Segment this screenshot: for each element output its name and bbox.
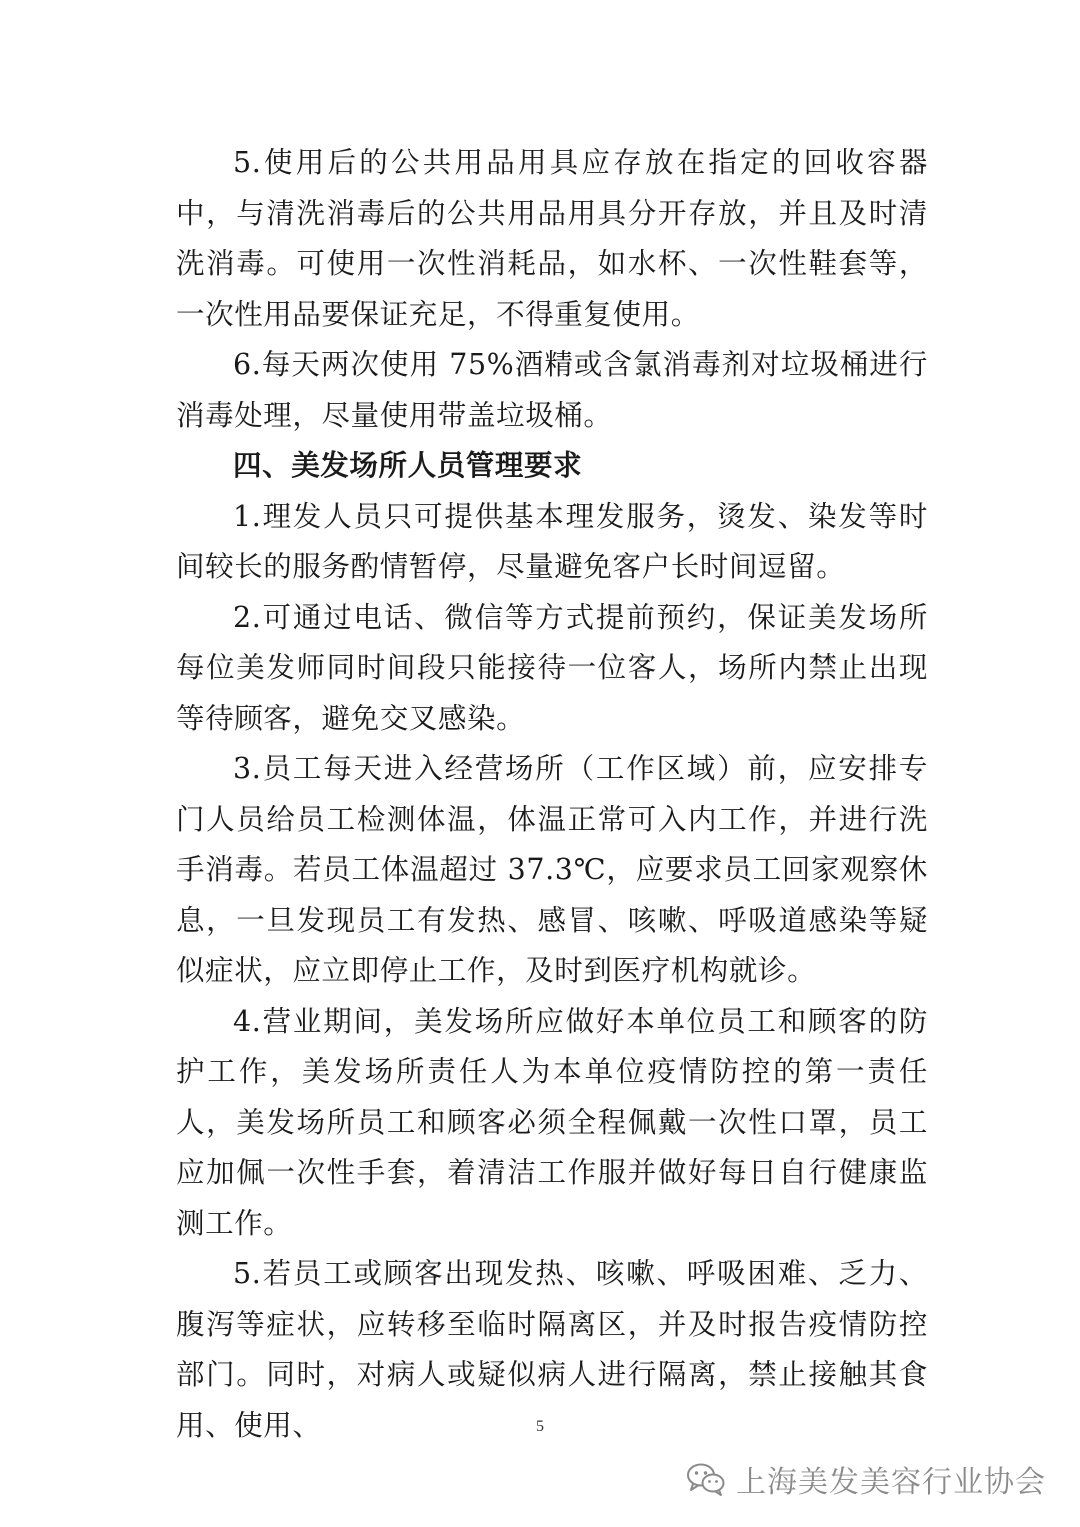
page-number: 5 bbox=[536, 1418, 544, 1435]
paragraph-item-1-basic-service: 1.理发人员只可提供基本理发服务，烫发、染发等时间较长的服务酌情暂停，尽量避免客户长时间逗留。 bbox=[176, 499, 928, 583]
paragraph-item-5-storage: 5.使用后的公共用品用具应存放在指定的回收容器中，与清洗消毒后的公共用品用具分开存放，并且及时清洗消毒。可使用一次性消耗品，如水杯、一次性鞋套等，一次性用品要保证充足，不得重复使用。 bbox=[176, 146, 928, 331]
section-heading-staff-management: 四、美发场所人员管理要求 bbox=[233, 449, 583, 482]
paragraph-item-2-appointment: 2.可通过电话、微信等方式提前预约，保证美发场所每位美发师同时间段只能接待一位客人，场所内禁止出现等待顾客，避免交叉感染。 bbox=[176, 600, 928, 735]
paragraph-item-5-symptoms: 5.若员工或顾客出现发热、咳嗽、呼吸困难、乏力、腹泻等症状，应转移至临时隔离区，并及时报告疫情防控部门。同时，对病人或疑似病人进行隔离，禁止接触其食用、使用、 bbox=[176, 1257, 928, 1442]
watermark-text: 上海美发美容行业协会 bbox=[736, 1465, 1046, 1500]
paragraph-item-3-temperature-check: 3.员工每天进入经营场所（工作区域）前，应安排专门人员给员工检测体温，体温正常可入内工作，并进行洗手消毒。若员工体温超过 37.3℃，应要求员工回家观察休息，一旦发现员工有发热、感冒、咳嗽、呼吸道感染等疑似症状，应立即停止工作，及时到医疗机构就诊。 bbox=[176, 752, 928, 987]
document-body bbox=[176, 138, 928, 1451]
watermark bbox=[686, 1457, 1046, 1501]
paragraph-item-4-protection: 4.营业期间，美发场所应做好本单位员工和顾客的防护工作，美发场所责任人为本单位疫情防控的第一责任人，美发场所员工和顾客必须全程佩戴一次性口罩，员工应加佩一次性手套，着清洁工作服并做好每日自行健康监测工作。 bbox=[176, 1004, 928, 1240]
paragraph-item-6-trash-disinfection: 6.每天两次使用 75%酒精或含氯消毒剂对垃圾桶进行消毒处理，尽量使用带盖垃圾桶。 bbox=[176, 348, 928, 432]
wechat-icon bbox=[686, 1461, 726, 1497]
